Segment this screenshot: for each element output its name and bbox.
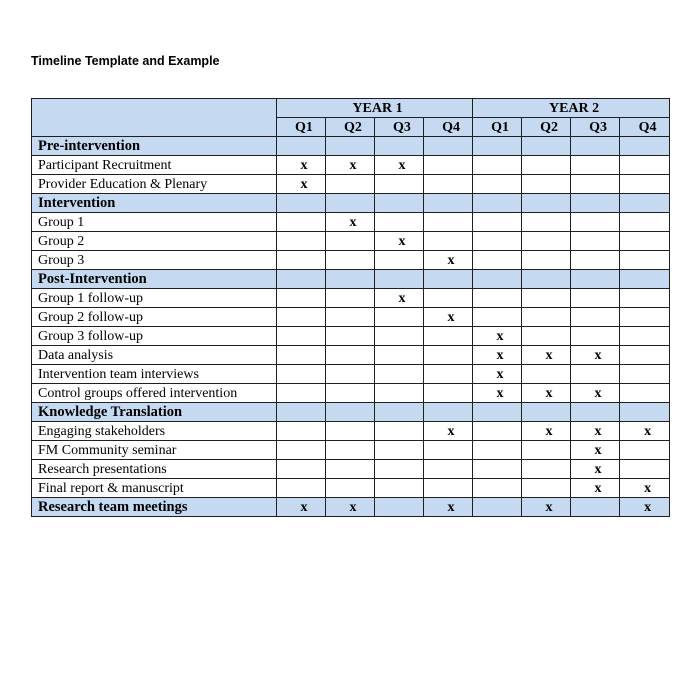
quarter-mark-cell xyxy=(522,327,571,346)
quarter-mark-cell xyxy=(375,441,424,460)
activity-row xyxy=(32,156,670,175)
quarter-mark-cell xyxy=(326,327,375,346)
quarter-mark-cell xyxy=(277,289,326,308)
quarter-mark-cell: x xyxy=(277,175,326,194)
section-label: Knowledge Translation xyxy=(32,403,277,422)
quarter-mark-cell xyxy=(375,346,424,365)
quarter-mark-cell xyxy=(620,137,670,156)
quarter-mark-cell xyxy=(620,346,670,365)
quarter-mark-cell xyxy=(473,479,522,498)
quarter-mark-cell: x xyxy=(424,308,473,327)
activity-row xyxy=(32,422,670,441)
quarter-header: Q3 xyxy=(375,118,424,137)
quarter-mark-cell xyxy=(424,479,473,498)
section-row xyxy=(32,137,670,156)
quarter-mark-cell xyxy=(522,194,571,213)
quarter-mark-cell xyxy=(277,327,326,346)
quarter-mark-cell xyxy=(375,365,424,384)
quarter-mark-cell: x xyxy=(620,479,670,498)
quarter-mark-cell: x xyxy=(522,422,571,441)
activity-row xyxy=(32,308,670,327)
quarter-mark-cell: x xyxy=(620,422,670,441)
quarter-mark-cell xyxy=(424,327,473,346)
quarter-mark-cell xyxy=(326,365,375,384)
quarter-mark-cell xyxy=(522,460,571,479)
activity-row xyxy=(32,175,670,194)
quarter-mark-cell xyxy=(277,479,326,498)
quarter-mark-cell xyxy=(620,384,670,403)
quarter-mark-cell xyxy=(277,308,326,327)
header-corner-cell xyxy=(32,99,277,137)
quarter-mark-cell xyxy=(326,460,375,479)
quarter-mark-cell xyxy=(620,156,670,175)
quarter-mark-cell xyxy=(375,479,424,498)
quarter-mark-cell xyxy=(522,232,571,251)
quarter-mark-cell xyxy=(620,365,670,384)
activity-label: Provider Education & Plenary xyxy=(32,175,277,194)
quarter-mark-cell xyxy=(620,460,670,479)
quarter-mark-cell xyxy=(522,441,571,460)
quarter-mark-cell xyxy=(424,441,473,460)
quarter-mark-cell xyxy=(424,194,473,213)
quarter-mark-cell: x xyxy=(375,289,424,308)
quarter-mark-cell xyxy=(375,498,424,517)
quarter-mark-cell xyxy=(424,460,473,479)
activity-label: Group 1 follow-up xyxy=(32,289,277,308)
quarter-mark-cell xyxy=(424,365,473,384)
quarter-mark-cell xyxy=(375,213,424,232)
quarter-mark-cell xyxy=(571,308,620,327)
quarter-mark-cell xyxy=(620,213,670,232)
quarter-mark-cell xyxy=(571,156,620,175)
quarter-mark-cell: x xyxy=(473,346,522,365)
quarter-header: Q3 xyxy=(571,118,620,137)
quarter-mark-cell xyxy=(571,251,620,270)
activity-row xyxy=(32,213,670,232)
quarter-mark-cell xyxy=(522,479,571,498)
quarter-mark-cell xyxy=(473,213,522,232)
activity-row xyxy=(32,441,670,460)
activity-label: Research presentations xyxy=(32,460,277,479)
quarter-mark-cell xyxy=(473,232,522,251)
quarter-mark-cell xyxy=(375,175,424,194)
section-row xyxy=(32,498,670,517)
quarter-mark-cell xyxy=(277,422,326,441)
quarter-mark-cell: x xyxy=(522,498,571,517)
quarter-mark-cell xyxy=(620,270,670,289)
quarter-mark-cell xyxy=(424,289,473,308)
quarter-mark-cell xyxy=(522,270,571,289)
activity-row xyxy=(32,289,670,308)
quarter-mark-cell xyxy=(375,403,424,422)
quarter-mark-cell xyxy=(522,365,571,384)
year-1-header: YEAR 1 xyxy=(277,99,473,118)
quarter-mark-cell xyxy=(424,270,473,289)
quarter-mark-cell xyxy=(375,308,424,327)
activity-row xyxy=(32,251,670,270)
quarter-mark-cell xyxy=(620,194,670,213)
quarter-mark-cell xyxy=(326,308,375,327)
section-label: Research team meetings xyxy=(32,498,277,517)
quarter-mark-cell xyxy=(277,194,326,213)
quarter-mark-cell xyxy=(571,289,620,308)
quarter-mark-cell xyxy=(326,403,375,422)
quarter-mark-cell: x xyxy=(571,460,620,479)
quarter-header: Q1 xyxy=(277,118,326,137)
quarter-mark-cell xyxy=(571,365,620,384)
quarter-mark-cell xyxy=(277,251,326,270)
activity-row xyxy=(32,346,670,365)
quarter-mark-cell xyxy=(620,251,670,270)
quarter-mark-cell xyxy=(277,137,326,156)
quarter-mark-cell: x xyxy=(571,422,620,441)
quarter-mark-cell: x xyxy=(571,479,620,498)
quarter-mark-cell xyxy=(277,403,326,422)
quarter-mark-cell: x xyxy=(571,384,620,403)
quarter-mark-cell xyxy=(620,441,670,460)
section-row xyxy=(32,270,670,289)
quarter-mark-cell xyxy=(620,232,670,251)
quarter-mark-cell xyxy=(326,194,375,213)
activity-row xyxy=(32,232,670,251)
quarter-mark-cell xyxy=(326,137,375,156)
quarter-mark-cell xyxy=(424,232,473,251)
activity-row xyxy=(32,479,670,498)
quarter-mark-cell xyxy=(424,384,473,403)
quarter-mark-cell: x xyxy=(277,498,326,517)
quarter-mark-cell xyxy=(375,251,424,270)
quarter-mark-cell xyxy=(620,289,670,308)
quarter-mark-cell xyxy=(424,156,473,175)
activity-label: Group 2 xyxy=(32,232,277,251)
quarter-mark-cell xyxy=(277,384,326,403)
quarter-mark-cell xyxy=(375,422,424,441)
activity-label: Group 1 xyxy=(32,213,277,232)
quarter-mark-cell: x xyxy=(473,327,522,346)
quarter-mark-cell xyxy=(277,232,326,251)
section-label: Post-Intervention xyxy=(32,270,277,289)
quarter-mark-cell xyxy=(522,156,571,175)
quarter-mark-cell xyxy=(473,498,522,517)
quarter-mark-cell xyxy=(326,270,375,289)
quarter-header: Q4 xyxy=(424,118,473,137)
quarter-mark-cell: x xyxy=(326,213,375,232)
quarter-mark-cell xyxy=(375,384,424,403)
section-label: Intervention xyxy=(32,194,277,213)
quarter-mark-cell xyxy=(424,137,473,156)
quarter-mark-cell xyxy=(571,194,620,213)
activity-row xyxy=(32,365,670,384)
quarter-mark-cell: x xyxy=(571,441,620,460)
quarter-mark-cell: x xyxy=(620,498,670,517)
quarter-mark-cell xyxy=(375,270,424,289)
quarter-mark-cell: x xyxy=(473,384,522,403)
timeline-table xyxy=(31,98,670,517)
quarter-header: Q2 xyxy=(326,118,375,137)
quarter-mark-cell xyxy=(620,403,670,422)
quarter-mark-cell xyxy=(473,441,522,460)
quarter-mark-cell: x xyxy=(522,384,571,403)
quarter-mark-cell: x xyxy=(424,251,473,270)
quarter-mark-cell xyxy=(473,156,522,175)
activity-label: FM Community seminar xyxy=(32,441,277,460)
quarter-mark-cell xyxy=(277,346,326,365)
activity-row xyxy=(32,327,670,346)
quarter-mark-cell xyxy=(620,175,670,194)
quarter-mark-cell xyxy=(277,460,326,479)
quarter-mark-cell: x xyxy=(326,156,375,175)
activity-row xyxy=(32,384,670,403)
quarter-mark-cell xyxy=(571,213,620,232)
quarter-mark-cell xyxy=(326,289,375,308)
quarter-mark-cell: x xyxy=(277,156,326,175)
quarter-mark-cell xyxy=(522,137,571,156)
quarter-mark-cell xyxy=(375,194,424,213)
quarter-mark-cell xyxy=(473,308,522,327)
quarter-header: Q2 xyxy=(522,118,571,137)
activity-label: Data analysis xyxy=(32,346,277,365)
quarter-mark-cell xyxy=(375,460,424,479)
activity-row xyxy=(32,460,670,479)
quarter-mark-cell xyxy=(571,327,620,346)
quarter-mark-cell xyxy=(473,175,522,194)
year-header-row xyxy=(32,99,670,118)
quarter-mark-cell xyxy=(473,137,522,156)
quarter-mark-cell xyxy=(424,403,473,422)
activity-label: Group 2 follow-up xyxy=(32,308,277,327)
quarter-mark-cell: x xyxy=(571,346,620,365)
quarter-header: Q1 xyxy=(473,118,522,137)
quarter-mark-cell xyxy=(277,441,326,460)
section-row xyxy=(32,194,670,213)
quarter-mark-cell xyxy=(277,213,326,232)
activity-label: Control groups offered intervention xyxy=(32,384,277,403)
activity-label: Intervention team interviews xyxy=(32,365,277,384)
quarter-mark-cell: x xyxy=(522,346,571,365)
quarter-mark-cell xyxy=(571,175,620,194)
quarter-mark-cell xyxy=(326,479,375,498)
quarter-mark-cell xyxy=(522,213,571,232)
activity-label: Engaging stakeholders xyxy=(32,422,277,441)
quarter-mark-cell xyxy=(571,137,620,156)
quarter-mark-cell xyxy=(620,327,670,346)
quarter-mark-cell xyxy=(522,289,571,308)
quarter-mark-cell: x xyxy=(375,232,424,251)
quarter-mark-cell: x xyxy=(424,422,473,441)
quarter-mark-cell xyxy=(473,289,522,308)
quarter-mark-cell xyxy=(571,498,620,517)
quarter-mark-cell xyxy=(326,422,375,441)
quarter-mark-cell xyxy=(326,175,375,194)
quarter-mark-cell xyxy=(326,251,375,270)
quarter-mark-cell xyxy=(571,403,620,422)
quarter-mark-cell xyxy=(522,251,571,270)
quarter-mark-cell xyxy=(473,194,522,213)
quarter-mark-cell xyxy=(326,384,375,403)
activity-label: Final report & manuscript xyxy=(32,479,277,498)
activity-label: Group 3 xyxy=(32,251,277,270)
quarter-mark-cell xyxy=(473,460,522,479)
quarter-header: Q4 xyxy=(620,118,670,137)
quarter-mark-cell xyxy=(473,403,522,422)
document-title: Timeline Template and Example xyxy=(31,54,220,68)
section-row xyxy=(32,403,670,422)
quarter-mark-cell: x xyxy=(473,365,522,384)
quarter-mark-cell xyxy=(424,346,473,365)
quarter-mark-cell xyxy=(522,308,571,327)
quarter-mark-cell: x xyxy=(326,498,375,517)
year-2-header: YEAR 2 xyxy=(473,99,670,118)
quarter-mark-cell xyxy=(277,365,326,384)
quarter-mark-cell xyxy=(326,346,375,365)
quarter-mark-cell xyxy=(473,270,522,289)
quarter-mark-cell xyxy=(571,270,620,289)
section-label: Pre-intervention xyxy=(32,137,277,156)
quarter-mark-cell: x xyxy=(424,498,473,517)
quarter-mark-cell xyxy=(424,213,473,232)
activity-label: Group 3 follow-up xyxy=(32,327,277,346)
quarter-mark-cell xyxy=(571,232,620,251)
quarter-mark-cell xyxy=(473,422,522,441)
quarter-mark-cell xyxy=(375,327,424,346)
quarter-mark-cell xyxy=(522,175,571,194)
quarter-mark-cell xyxy=(375,137,424,156)
quarter-mark-cell: x xyxy=(375,156,424,175)
quarter-mark-cell xyxy=(473,251,522,270)
quarter-mark-cell xyxy=(326,232,375,251)
quarter-mark-cell xyxy=(424,175,473,194)
quarter-mark-cell xyxy=(522,403,571,422)
quarter-mark-cell xyxy=(620,308,670,327)
quarter-mark-cell xyxy=(326,441,375,460)
activity-label: Participant Recruitment xyxy=(32,156,277,175)
quarter-mark-cell xyxy=(277,270,326,289)
